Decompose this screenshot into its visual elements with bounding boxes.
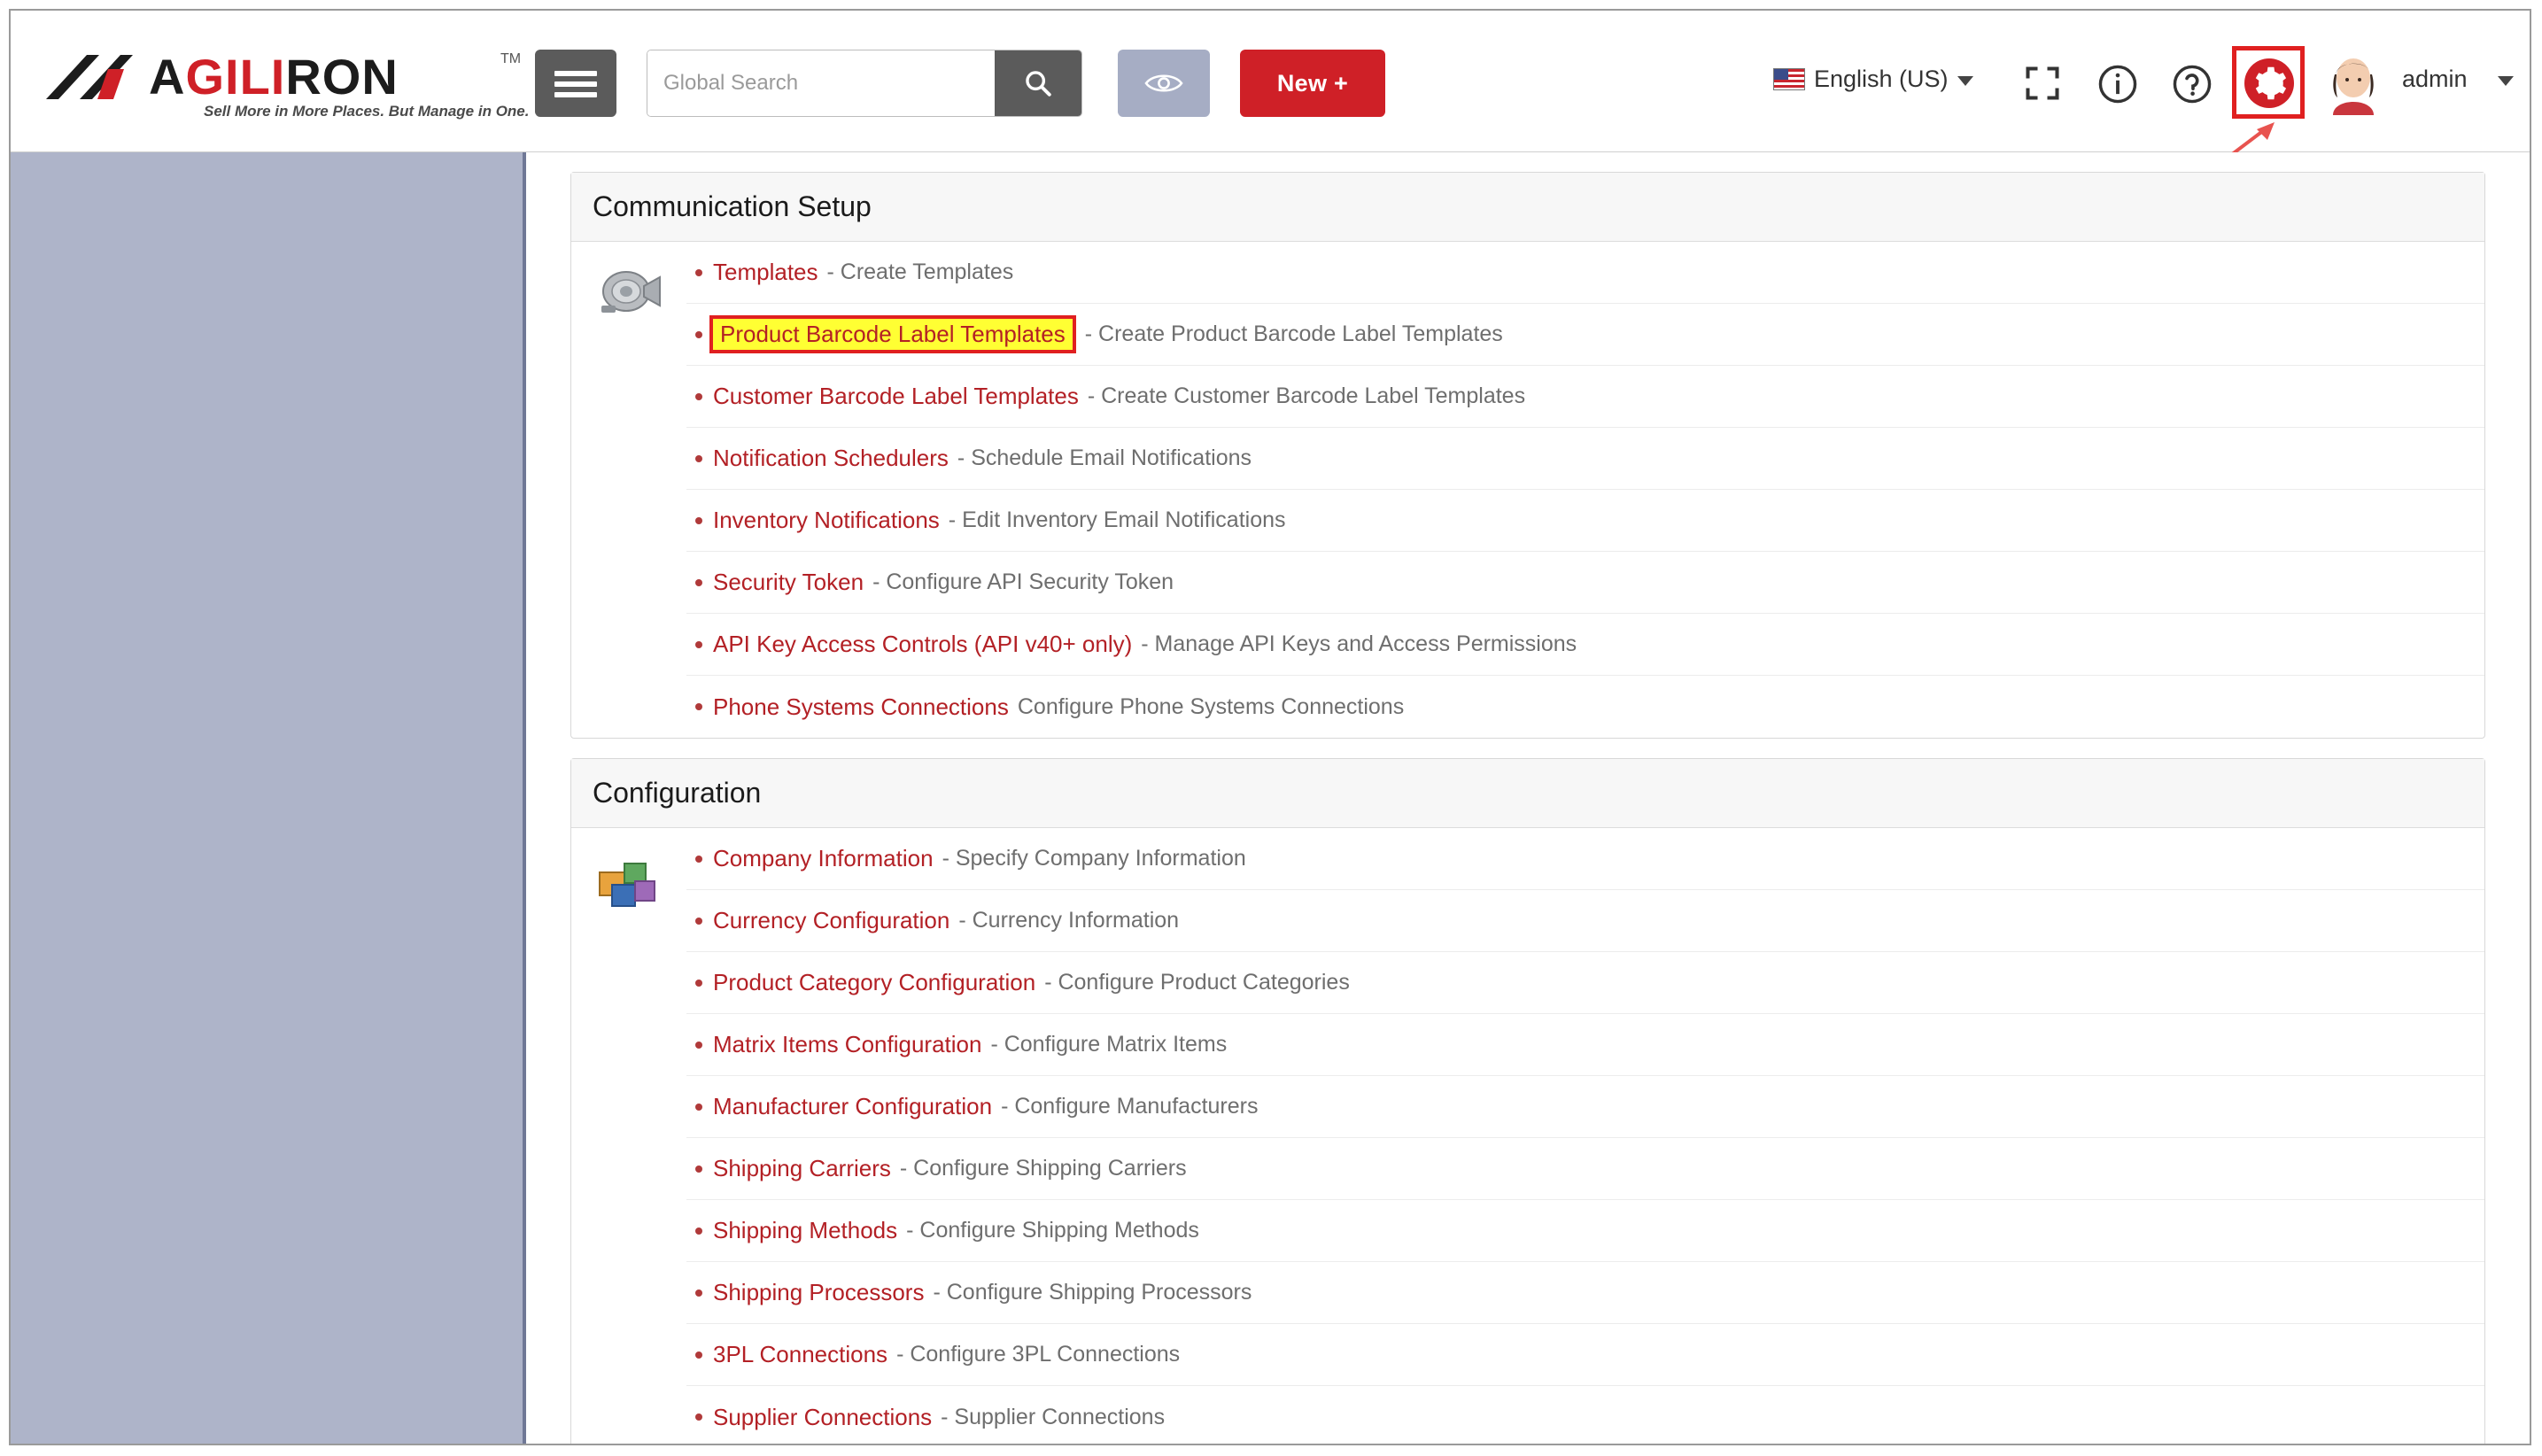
bullet-icon [695, 856, 702, 863]
list-item[interactable] [686, 828, 2484, 890]
agiliron-logo[interactable] [44, 43, 530, 124]
bullet-icon [695, 393, 702, 400]
hamburger-bar [554, 71, 597, 76]
list-item[interactable] [686, 614, 2484, 676]
search-input[interactable] [647, 50, 995, 116]
hamburger-bar [554, 81, 597, 87]
logo-text-a: A [149, 49, 186, 105]
row-description: - Edit Inventory Email Notifications [948, 507, 1286, 532]
row-description: - Configure 3PL Connections [896, 1342, 1181, 1367]
language-selector[interactable] [1773, 66, 1973, 93]
bullet-icon [695, 1413, 702, 1421]
settings-content [526, 152, 2530, 1444]
row-description: - Create Customer Barcode Label Templates [1087, 383, 1526, 408]
link-3pl-connections[interactable]: 3PL Connections [713, 1341, 888, 1367]
eye-icon [1144, 68, 1183, 98]
logo-mark-icon [44, 50, 142, 105]
row-description: - Configure Shipping Carriers [899, 1156, 1187, 1181]
link-supplier-connections[interactable]: Supplier Connections [713, 1403, 933, 1430]
list-item[interactable] [686, 1200, 2484, 1262]
link-company-information[interactable]: Company Information [713, 845, 934, 871]
bullet-icon [695, 1166, 702, 1173]
list-item[interactable] [686, 890, 2484, 952]
row-description: - Schedule Email Notifications [957, 445, 1252, 470]
preview-button[interactable] [1118, 50, 1210, 117]
language-label: English (US) [1814, 66, 1949, 92]
bullet-icon [695, 703, 702, 710]
row-description: - Supplier Connections [941, 1404, 1166, 1429]
list-item[interactable] [686, 552, 2484, 614]
row-description: - Specify Company Information [942, 846, 1246, 871]
list-item[interactable] [686, 952, 2484, 1014]
logo-wordmark [149, 48, 399, 105]
info-icon[interactable] [2097, 64, 2138, 105]
new-button[interactable]: New + [1240, 50, 1385, 117]
application-window [9, 9, 2531, 1445]
search-button[interactable] [995, 50, 1081, 116]
bullet-icon [695, 269, 702, 276]
app-header [11, 11, 2530, 152]
row-description: - Configure Shipping Processors [933, 1280, 1252, 1305]
link-shipping-processors[interactable]: Shipping Processors [713, 1279, 925, 1305]
bullet-icon [695, 455, 702, 462]
link-inventory-notifications[interactable]: Inventory Notifications [713, 507, 940, 533]
bullet-icon [695, 1228, 702, 1235]
panel-title: Configuration [571, 759, 2484, 828]
link-templates[interactable]: Templates [713, 259, 818, 285]
chevron-down-icon [1957, 76, 1973, 86]
fullscreen-icon[interactable] [2023, 64, 2062, 103]
list-item[interactable] [686, 1014, 2484, 1076]
link-currency-configuration[interactable]: Currency Configuration [713, 907, 950, 933]
row-description: - Currency Information [958, 908, 1180, 933]
bullet-icon [695, 517, 702, 524]
global-search [647, 50, 1082, 117]
link-api-key-access-controls[interactable]: API Key Access Controls (API v40+ only) [713, 631, 1133, 657]
list-item[interactable] [686, 242, 2484, 304]
avatar[interactable] [2324, 53, 2383, 115]
link-product-barcode-label-templates[interactable]: Product Barcode Label Templates [720, 321, 1066, 347]
link-product-category-configuration[interactable]: Product Category Configuration [713, 969, 1036, 995]
list-item[interactable] [686, 304, 2484, 366]
bullet-icon [695, 1289, 702, 1297]
bullet-icon [695, 1351, 702, 1359]
logo-trademark: TM [500, 51, 522, 66]
row-description: Configure Phone Systems Connections [1017, 693, 1405, 719]
row-description: - Manage API Keys and Access Permissions [1141, 631, 1577, 656]
link-shipping-methods[interactable]: Shipping Methods [713, 1217, 898, 1243]
bullet-icon [695, 980, 702, 987]
hamburger-menu-icon[interactable] [535, 50, 616, 117]
link-phone-systems-connections[interactable]: Phone Systems Connections [713, 693, 1009, 720]
list-item[interactable] [686, 428, 2484, 490]
bullet-icon [695, 641, 702, 648]
list-item[interactable] [686, 1138, 2484, 1200]
link-matrix-items-configuration[interactable]: Matrix Items Configuration [713, 1031, 982, 1057]
left-sidebar [11, 152, 526, 1444]
list-item[interactable] [686, 1386, 2484, 1444]
panel-configuration [570, 758, 2485, 1444]
gear-button[interactable] [2244, 58, 2294, 108]
bullet-icon [695, 918, 702, 925]
chevron-down-icon[interactable] [2498, 76, 2514, 86]
panel-title: Communication Setup [571, 173, 2484, 242]
megaphone-icon [591, 256, 665, 330]
link-security-token[interactable]: Security Token [713, 569, 864, 595]
link-customer-barcode-label-templates[interactable]: Customer Barcode Label Templates [713, 383, 1079, 409]
bullet-icon [695, 579, 702, 586]
blocks-icon [591, 842, 665, 917]
list-item[interactable] [686, 366, 2484, 428]
row-description: - Configure Matrix Items [990, 1032, 1228, 1057]
bullet-icon [695, 1042, 702, 1049]
row-description: - Create Templates [826, 259, 1014, 284]
app-body [11, 152, 2530, 1444]
panel-communication-setup [570, 172, 2485, 739]
row-description: - Configure Product Categories [1044, 970, 1350, 995]
logo-text-gili: GILI [185, 49, 286, 105]
panel-body [571, 828, 2484, 1444]
link-notification-schedulers[interactable]: Notification Schedulers [713, 445, 949, 471]
panel-body [571, 242, 2484, 738]
list-item[interactable] [686, 1076, 2484, 1138]
list-item[interactable] [686, 490, 2484, 552]
logo-text-ron: RON [285, 49, 399, 105]
row-description: - Configure Shipping Methods [906, 1218, 1199, 1243]
us-flag-icon [1773, 68, 1805, 90]
help-icon[interactable] [2172, 64, 2213, 105]
link-manufacturer-configuration[interactable]: Manufacturer Configuration [713, 1093, 993, 1119]
hamburger-bar [554, 92, 597, 97]
list-item[interactable] [686, 1324, 2484, 1386]
list-item[interactable] [686, 1262, 2484, 1324]
row-description: - Create Product Barcode Label Templates [1084, 321, 1503, 346]
logo-tagline: Sell More in More Places. But Manage in One. [204, 103, 530, 120]
settings-button-highlight[interactable] [2232, 46, 2305, 119]
row-description: - Configure API Security Token [872, 569, 1174, 594]
highlight-box[interactable] [709, 315, 1076, 353]
gear-icon [2251, 65, 2288, 102]
list-item[interactable] [686, 676, 2484, 738]
row-description: - Configure Manufacturers [1001, 1094, 1259, 1119]
search-icon [1023, 68, 1053, 98]
bullet-icon [695, 1104, 702, 1111]
bullet-icon [695, 331, 702, 338]
user-menu-label[interactable]: admin [2402, 66, 2468, 92]
link-shipping-carriers[interactable]: Shipping Carriers [713, 1155, 891, 1181]
